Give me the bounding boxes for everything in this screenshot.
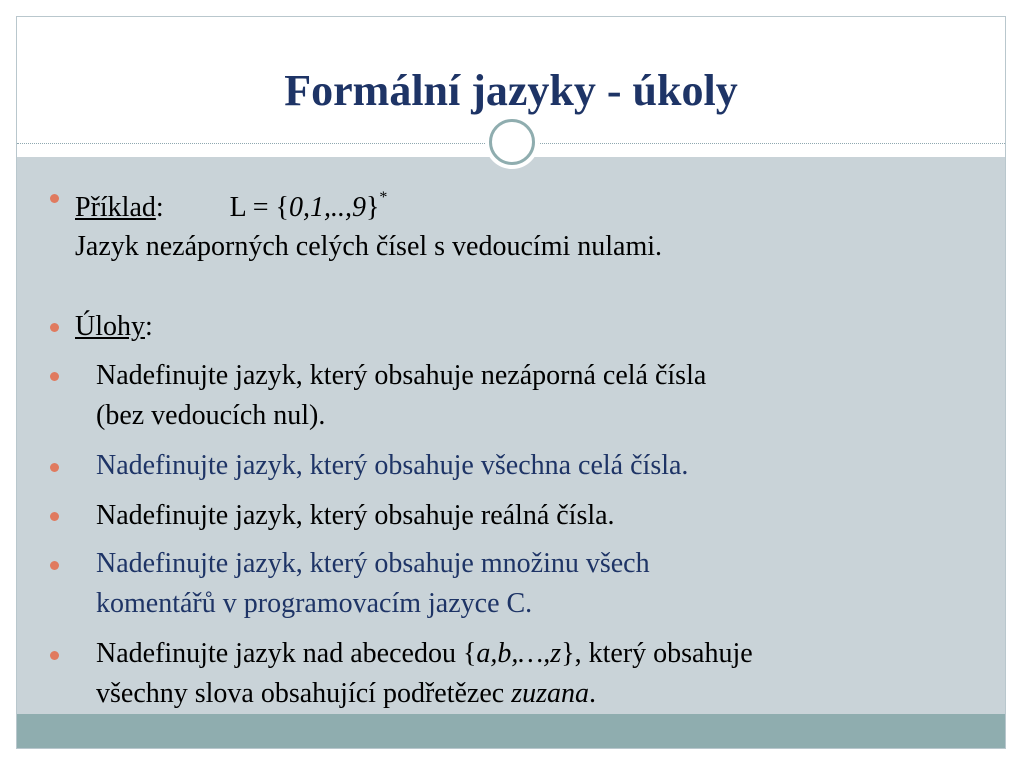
task-item-1-line1: Nadefinujte jazyk, který obsahuje nezáporná celá čísla xyxy=(96,360,707,391)
example-line: Příklad: L = {0,1,..,9}* xyxy=(75,189,388,223)
task-item-3: Nadefinujte jazyk, který obsahuje reálná čísla. xyxy=(96,500,615,531)
circle-ornament-icon xyxy=(485,115,539,169)
example-formula: L = {0,1,..,9}* xyxy=(229,189,388,223)
slide-title: Formální jazyky - úkoly xyxy=(284,66,738,115)
task-item-4-line2: komentářů v programovacím jazyce C. xyxy=(96,588,533,619)
example-description: Jazyk nezáporných celých čísel s vedoucími nulami. xyxy=(75,231,663,262)
bullet-icon xyxy=(50,372,59,381)
task-item-2: Nadefinujte jazyk, který obsahuje všechna celá čísla. xyxy=(96,450,689,481)
tasks-heading: Úlohy: xyxy=(75,311,153,342)
task-item-4-line1: Nadefinujte jazyk, který obsahuje množinu všech xyxy=(96,548,650,579)
footer-band xyxy=(17,714,1005,749)
bullet-icon xyxy=(50,561,59,570)
task-item-5-line1: Nadefinujte jazyk nad abecedou {a,b,…,z}, který obsahuje xyxy=(96,638,753,669)
bullet-icon xyxy=(50,323,59,332)
bullet-icon xyxy=(50,463,59,472)
bullet-icon xyxy=(50,194,59,203)
example-label: Příklad xyxy=(75,192,156,223)
bullet-icon xyxy=(50,651,59,660)
task-item-1-line2: (bez vedoucích nul). xyxy=(96,400,326,431)
task-item-5-line2: všechny slova obsahující podřetězec zuzana. xyxy=(96,678,596,709)
bullet-icon xyxy=(50,512,59,521)
